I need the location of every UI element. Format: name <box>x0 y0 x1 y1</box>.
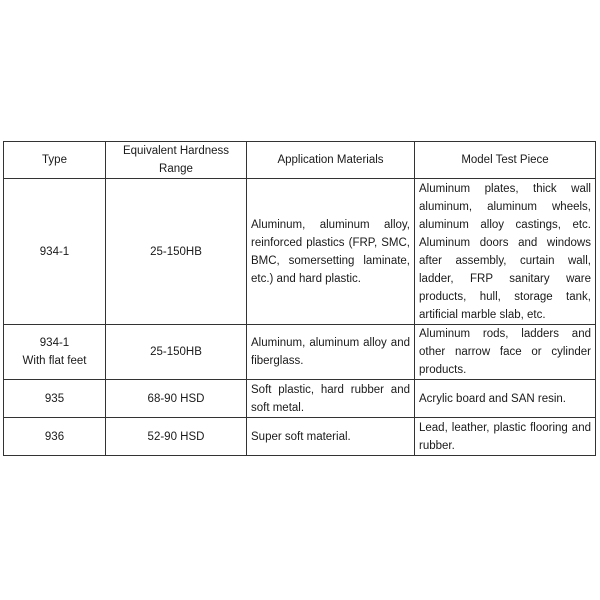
cell-type: 935 <box>4 380 106 418</box>
header-type: Type <box>4 142 106 179</box>
cell-test-piece: Aluminum plates, thick wall aluminum, aluminum wheels, aluminum alloy castings, etc. Aluminum doors and windows after assembly, curtain wall, ladder, FRP sanitary ware products, hull, storage tank, artificial marble slab, etc. <box>415 179 596 325</box>
table-row <box>4 418 596 456</box>
cell-range: 25-150HB <box>106 179 247 325</box>
header-hardness-range <box>106 142 247 179</box>
header-hardness-line1: Equivalent Hardness <box>122 145 230 157</box>
cell-range: 25-150HB <box>106 325 247 380</box>
header-model-test-piece: Model Test Piece <box>415 142 596 179</box>
cell-type <box>4 325 106 380</box>
cell-type-line2: With flat feet <box>22 355 87 367</box>
table-header-row <box>4 142 596 179</box>
table-row <box>4 380 596 418</box>
cell-test-piece: Lead, leather, plastic flooring and rubber. <box>415 418 596 456</box>
cell-type: 936 <box>4 418 106 456</box>
cell-materials: Super soft material. <box>247 418 415 456</box>
cell-range: 52-90 HSD <box>106 418 247 456</box>
cell-range: 68-90 HSD <box>106 380 247 418</box>
cell-materials: Soft plastic, hard rubber and soft metal. <box>247 380 415 418</box>
header-hardness-line2: Range <box>159 163 193 175</box>
cell-type: 934-1 <box>4 179 106 325</box>
table-row <box>4 179 596 325</box>
cell-type-line1: 934-1 <box>39 337 70 349</box>
cell-materials: Aluminum, aluminum alloy, reinforced plastics (FRP, SMC, BMC, somersetting laminate, etc.) and hard plastic. <box>247 179 415 325</box>
specification-table <box>3 141 596 456</box>
cell-test-piece: Acrylic board and SAN resin. <box>415 380 596 418</box>
cell-materials: Aluminum, aluminum alloy and fiberglass. <box>247 325 415 380</box>
cell-test-piece: Aluminum rods, ladders and other narrow face or cylinder products. <box>415 325 596 380</box>
table-row <box>4 325 596 380</box>
header-application-materials: Application Materials <box>247 142 415 179</box>
